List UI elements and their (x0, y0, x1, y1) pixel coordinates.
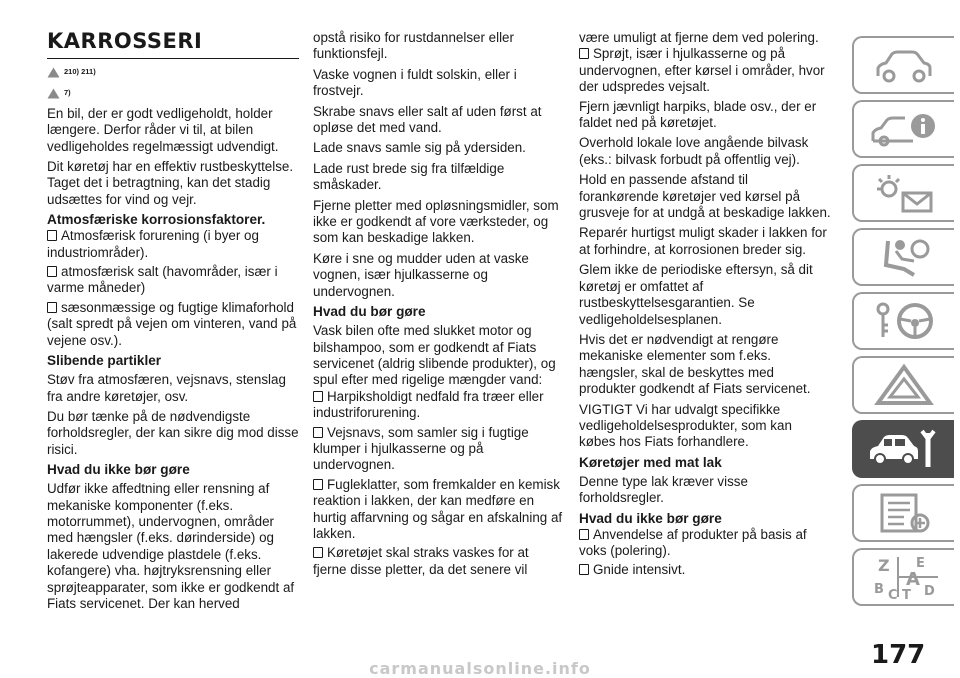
warning-ref-2 (47, 85, 299, 101)
chapter-tabs (852, 36, 960, 612)
bullet-item: Fugleklatter, som fremkalder en kemisk reaktion i lakken, der kan medføre en hurtig affarvning og sågar en afskalning af lakken. (313, 476, 563, 541)
column-1 (47, 30, 299, 616)
checkbox-icon (579, 48, 589, 59)
warning-ref-1 (47, 64, 299, 80)
section-title: KARROSSERI (47, 30, 299, 59)
car-info-icon (869, 109, 939, 149)
warning-triangle-icon (47, 67, 60, 78)
tab-car-info[interactable] (852, 100, 954, 158)
paragraph: Denne type lak kræver visse forholdsregler. (579, 473, 748, 506)
heading-corrosion-factors: Atmosfæriske korrosionsfaktorer. (47, 212, 266, 228)
caution-triangle-icon (47, 88, 60, 99)
tab-emergency[interactable] (852, 356, 954, 414)
tab-technical-data[interactable] (852, 484, 954, 542)
paragraph: Hold en passende afstand til forankørende køretøjer ved kørsel på grusveje for at undgå at beskadige lakken. (579, 172, 831, 221)
heading-do: Hvad du bør gøre (313, 304, 426, 320)
important-note: VIGTIGT Vi har udvalgt specifikke vedligeholdelsesprodukter, som kan købes hos Fiats forhandlere. (579, 401, 792, 450)
checkbox-icon (579, 564, 589, 575)
heading-dont: Hvad du ikke bør gøre (47, 462, 190, 478)
paragraph: Køre i sne og mudder uden at vaske vognen, især hjulkasserne og undervognen. (313, 250, 529, 299)
svg-text:A: A (906, 569, 920, 590)
intro-paragraph: En bil, der er godt vedligeholdt, holder længere. Derfor råder vi til, at bilen vedligeholdes regelmæssigt udvendigt. (47, 105, 279, 154)
svg-text:T: T (902, 588, 911, 601)
bullet-item: Køretøjet skal straks vaskes for at fjerne disse pletter, da det senere vil (313, 545, 529, 577)
checkbox-icon (47, 230, 57, 241)
svg-text:E: E (916, 556, 925, 571)
checkbox-icon (47, 266, 57, 277)
bullet-item: atmosfærisk salt (havområder, især i varme måneder) (47, 264, 278, 296)
paragraph: være umuligt at fjerne dem ved polering. (579, 30, 819, 45)
column-3 (579, 30, 831, 582)
paragraph: Fjern jævnligt harpiks, blade osv., der er faldet ned på køretøjet. (579, 98, 817, 131)
tab-car-overview[interactable] (852, 36, 954, 94)
tab-safety[interactable] (852, 228, 954, 286)
checkbox-icon (313, 547, 323, 558)
svg-text:D: D (924, 584, 935, 599)
tab-lights-messages[interactable] (852, 164, 954, 222)
paragraph: opstå risiko for rustdannelser eller funktionsfejl. (313, 30, 514, 62)
tab-starting-driving[interactable] (852, 292, 954, 350)
paragraph: Reparér hurtigst muligt skader i lakken for at forhindre, at korrosionen breder sig. (579, 225, 827, 257)
key-steering-wheel-icon (869, 299, 939, 343)
airbag-seat-icon (874, 235, 934, 279)
checkbox-icon (47, 302, 57, 313)
bullet-item: Anvendelse af produkter på basis af voks (polering). (579, 526, 807, 558)
bullet-item: Gnide intensivt. (579, 562, 831, 578)
checkbox-icon (313, 391, 323, 402)
paragraph: Skrabe snavs eller salt af uden først at opløse det med vand. (313, 103, 542, 136)
svg-text:B: B (874, 582, 884, 597)
abrasive-paragraph: Støv fra atmosfæren, vejsnavs, stenslag fra andre køretøjer, osv. (47, 372, 286, 404)
warning-lights-icon (869, 171, 939, 215)
bullet-item: Vejsnavs, som samler sig i fugtige klumper i hjulkasserne og på undervognen. (313, 424, 529, 473)
data-sheet-icon (874, 491, 934, 535)
checkbox-icon (313, 479, 323, 490)
heading-abrasive: Slibende partikler (47, 353, 162, 369)
emergency-triangle-icon (874, 363, 934, 407)
wash-paragraph: Vask bilen ofte med slukket motor og bilshampoo, som er godkendt af Fiats servicenet (aldrig slibende produkter), og spul efter med rigelige mængder vand: (313, 323, 556, 388)
paragraph: Overhold lokale love angående bilvask (eks.: bilvask forbudt på offentlig vej). (579, 135, 809, 167)
bullet-item: Harpiksholdigt nedfald fra træer eller industriforurening. (313, 388, 544, 421)
checkbox-icon (579, 529, 589, 540)
degreasing-paragraph: Udfør ikke affedtning eller rensning af mekaniske komponenter (f.eks. motorrummet), undervognen, områder med hængsler (f.eks. dørinderside) og lakerede udvendige plastdele (f.eks. kofangere) vha. højtryksrensning eller sprøjteapparater, som ikke er godkendt af Fiats servicenet. Der kan herved (47, 481, 295, 611)
paragraph: Vaske vognen i fuldt solskin, eller i frostvejr. (313, 66, 517, 99)
tab-index[interactable] (852, 548, 954, 606)
checkbox-icon (313, 427, 323, 438)
bullet-item: sæsonmæssige og fugtige klimaforhold (salt spredt på vejen om vinteren, vand på vejene osv.). (47, 299, 297, 348)
paragraph: Lade snavs samle sig på ydersiden. (313, 140, 526, 156)
paragraph: Fjerne pletter med opløsningsmidler, som ikke er godkendt af vore værksteder, og som kan beskadige lakken. (313, 197, 559, 246)
svg-text:Z: Z (878, 556, 890, 575)
page-number: 177 (871, 640, 926, 670)
rust-paragraph: Dit køretøj har en effektiv rustbeskyttelse. Taget det i betragtning, kan det stadig udsættes for vind og vejr. (47, 159, 294, 207)
warning-ref-text: 210) 211) (64, 67, 96, 76)
precautions-paragraph: Du bør tænke på de nødvendigste forholdsregler, der kan sikre dig mod disse risici. (47, 408, 299, 457)
watermark: carmanualsonline.info (369, 658, 591, 678)
paragraph: Lade rust brede sig fra tilfældige småskader. (313, 160, 505, 193)
heading-matte-paint: Køretøjer med mat lak (579, 454, 722, 470)
tab-maintenance-active[interactable] (852, 420, 954, 478)
bullet-item: Atmosfærisk forurening (i byer og industriområder). (47, 228, 259, 260)
bullet-item: Sprøjt, især i hjulkasserne og på undervognen, efter kørsel i områder, hvor der udspredes vejsalt. (579, 46, 825, 95)
column-2 (313, 30, 565, 581)
car-icon (872, 46, 936, 84)
heading-dont-matte: Hvad du ikke bør gøre (579, 510, 722, 526)
paragraph: Glem ikke de periodiske eftersyn, så dit køretøj er omfattet af rustbeskyttelsesgarantien. Se vedligeholdelsesplanen. (579, 262, 813, 327)
paragraph: Hvis det er nødvendigt at rengøre mekaniske elementer som f.eks. hængsler, skal de beskyttes med produkter godkendt af Fiats servicenet. (579, 331, 811, 397)
car-wrench-icon (866, 427, 942, 471)
alphabet-index-icon (868, 553, 940, 601)
svg-text:C: C (888, 588, 898, 601)
caution-ref-text: 7) (64, 88, 71, 98)
